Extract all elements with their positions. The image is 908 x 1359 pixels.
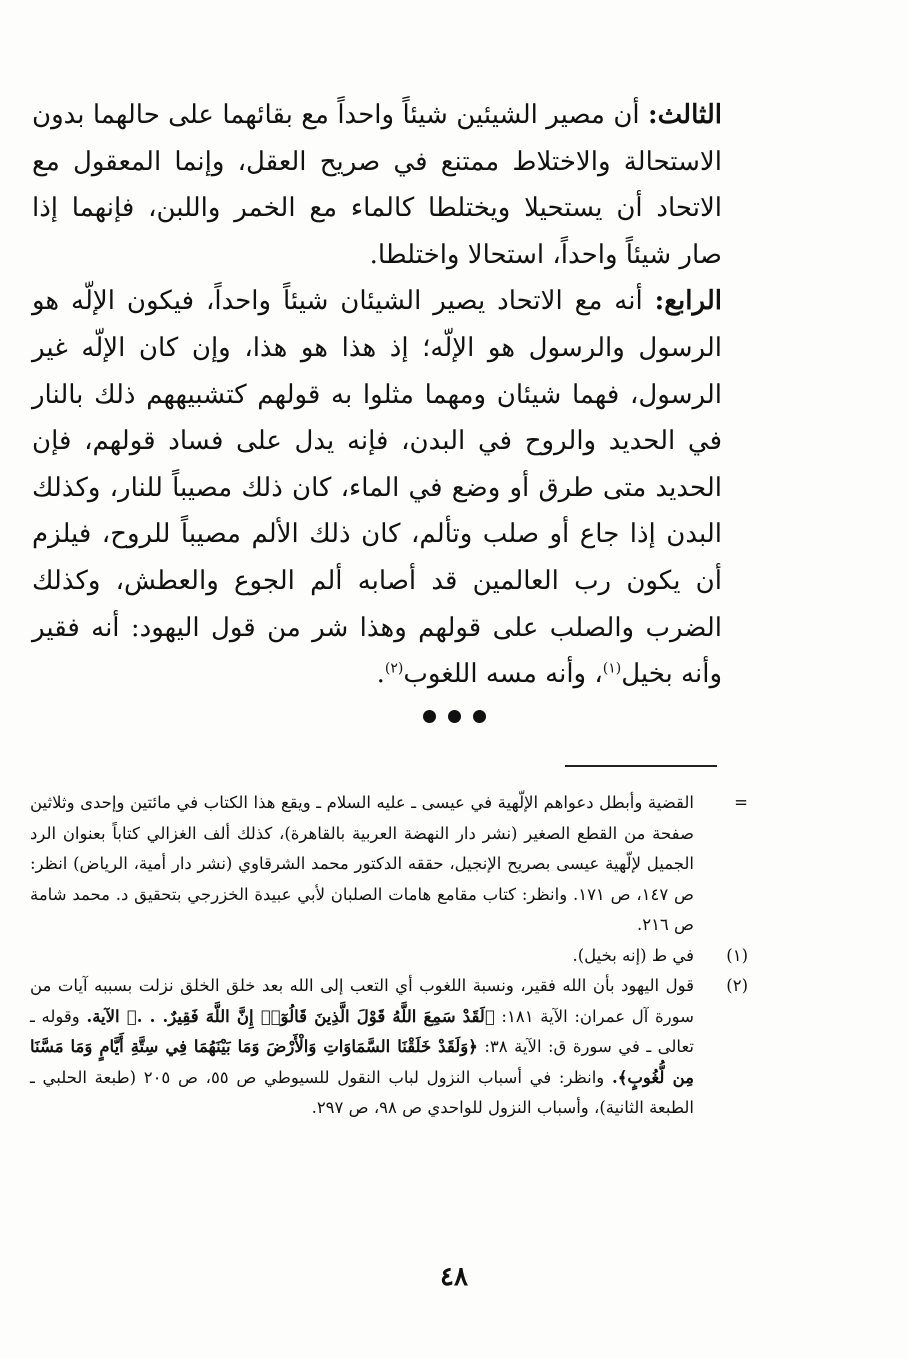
- footnotes: [30, 788, 748, 1124]
- footnote-text-part: وانظر: في أسباب النزول لباب النقول للسيوطي ص ٥٥، ص ٢٠٥ (طبعة الحلبي ـ الطبعة الثانية)، وأسباب النزول للواحدي ص ٩٨، ص ٢٩٧.: [30, 1067, 694, 1117]
- footnote-ref-2[interactable]: (٢): [384, 660, 404, 677]
- separator-dot: [448, 710, 461, 723]
- paragraph-text: ، وأنه مسه اللغوب: [403, 659, 603, 690]
- section-separator: [0, 710, 908, 723]
- footnote-continuation-mark: =: [734, 793, 748, 812]
- footnote-2: [30, 971, 748, 1124]
- paragraph-text: .: [376, 659, 385, 690]
- separator-dot: [473, 710, 486, 723]
- paragraph-third: [32, 92, 722, 278]
- footnote-text: في ط (إنه بخيل).: [572, 945, 694, 965]
- quran-quote: ﴿لَقَدْ سَمِعَ اللَّهُ قَوْلَ الَّذِينَ قَالُوٓا۟ إِنَّ اللَّهَ فَقِيرٌ. . .﴾ الآية.: [86, 1006, 495, 1026]
- footnote-rule: [565, 765, 717, 767]
- paragraph-lead: الثالث:: [648, 100, 722, 130]
- footnote-text-part: وقوله ـ تعالى ـ في سورة ق: الآية ٣٨:: [30, 1006, 695, 1056]
- footnote-text-part: قول اليهود بأن الله فقير، ونسبة اللغوب أي التعب إلى الله بعد خلق الخلق نزلت بسببه آيات من سورة آل عمران: الآية ١٨١:: [30, 976, 694, 1026]
- footnote-text: [30, 971, 694, 1124]
- footnote-text: القضية وأبطل دعواهم الإلّهية في عيسى ـ عليه السلام ـ ويقع هذا الكتاب في مائتين وإحدى وثلاثين صفحة من القطع الصغير (نشر دار النهضة العربية بالقاهرة)، كذلك ألف الغزالي كتاباً بعنوان الرد الجميل لإلّهية عيسى بصريح الإنجيل، حققه الدكتور محمد الشرقاوي (نشر دار أمية، الرياض) انظر: ص ١٤٧، ص ١٧١. وانظر: كتاب مقامع هامات الصلبان لأبي عبيدة الخزرجي بتحقيق د. محمد شامة ص ٢١٦.: [30, 793, 694, 934]
- footnote-ref-1[interactable]: (١): [602, 660, 622, 677]
- page-number: ٤٨: [440, 1262, 468, 1292]
- footnote-1: [30, 941, 748, 972]
- paragraph-text: أن مصير الشيئين شيئاً واحداً مع بقائهما على حالهما بدون الاستحالة والاختلاط ممتنع في صريح العقل، وإنما المعقول مع الاتحاد أن يستحيلا ويختلطا كالماء مع الخمر واللبن، فإنهما إذا صار شيئاً واحداً، استحالا واختلطا.: [32, 100, 722, 270]
- separator-dot: [423, 710, 436, 723]
- footnote-continued: [30, 788, 748, 941]
- paragraph-lead: الرابع:: [654, 286, 722, 317]
- quran-quote: ﴿وَلَقَدْ خَلَقْنَا السَّمَاوَاتِ وَالْأَرْضَ وَمَا بَيْنَهُمَا فِي سِتَّةِ أَيَّامٍ وَمَا مَسَّنَا مِن لُّغُوبٍ﴾.: [30, 1037, 694, 1087]
- footnote-number: (١): [726, 945, 748, 965]
- main-text: [32, 92, 722, 698]
- paragraph-text: أنه مع الاتحاد يصير الشيئان شيئاً واحداً، فيكون الإلّه هو الرسول والرسول هو الإلّه؛ إذ هذا هو هذا، وإن كان الإلّه غير الرسول، فهما شيئان ومهما مثلوا به قولهم كتشبيههم ذلك بالنار في الحديد والروح في البدن، فإنه يدل على فساد قولهم، فإن الحديد متى طرق أو وضع في الماء، كان ذلك مصيباً للنار، وكذلك البدن إذا جاع أو صلب وتألم، كان ذلك الألم مصيباً للروح، فيلزم أن يكون رب العالمين قد أصابه ألم الجوع والعطش، وكذلك الضرب والصلب على قولهم وهذا شر من قول اليهود: أنه فقير وأنه بخيل: [32, 286, 722, 690]
- footnote-number: (٢): [726, 976, 748, 995]
- paragraph-fourth: [32, 278, 722, 697]
